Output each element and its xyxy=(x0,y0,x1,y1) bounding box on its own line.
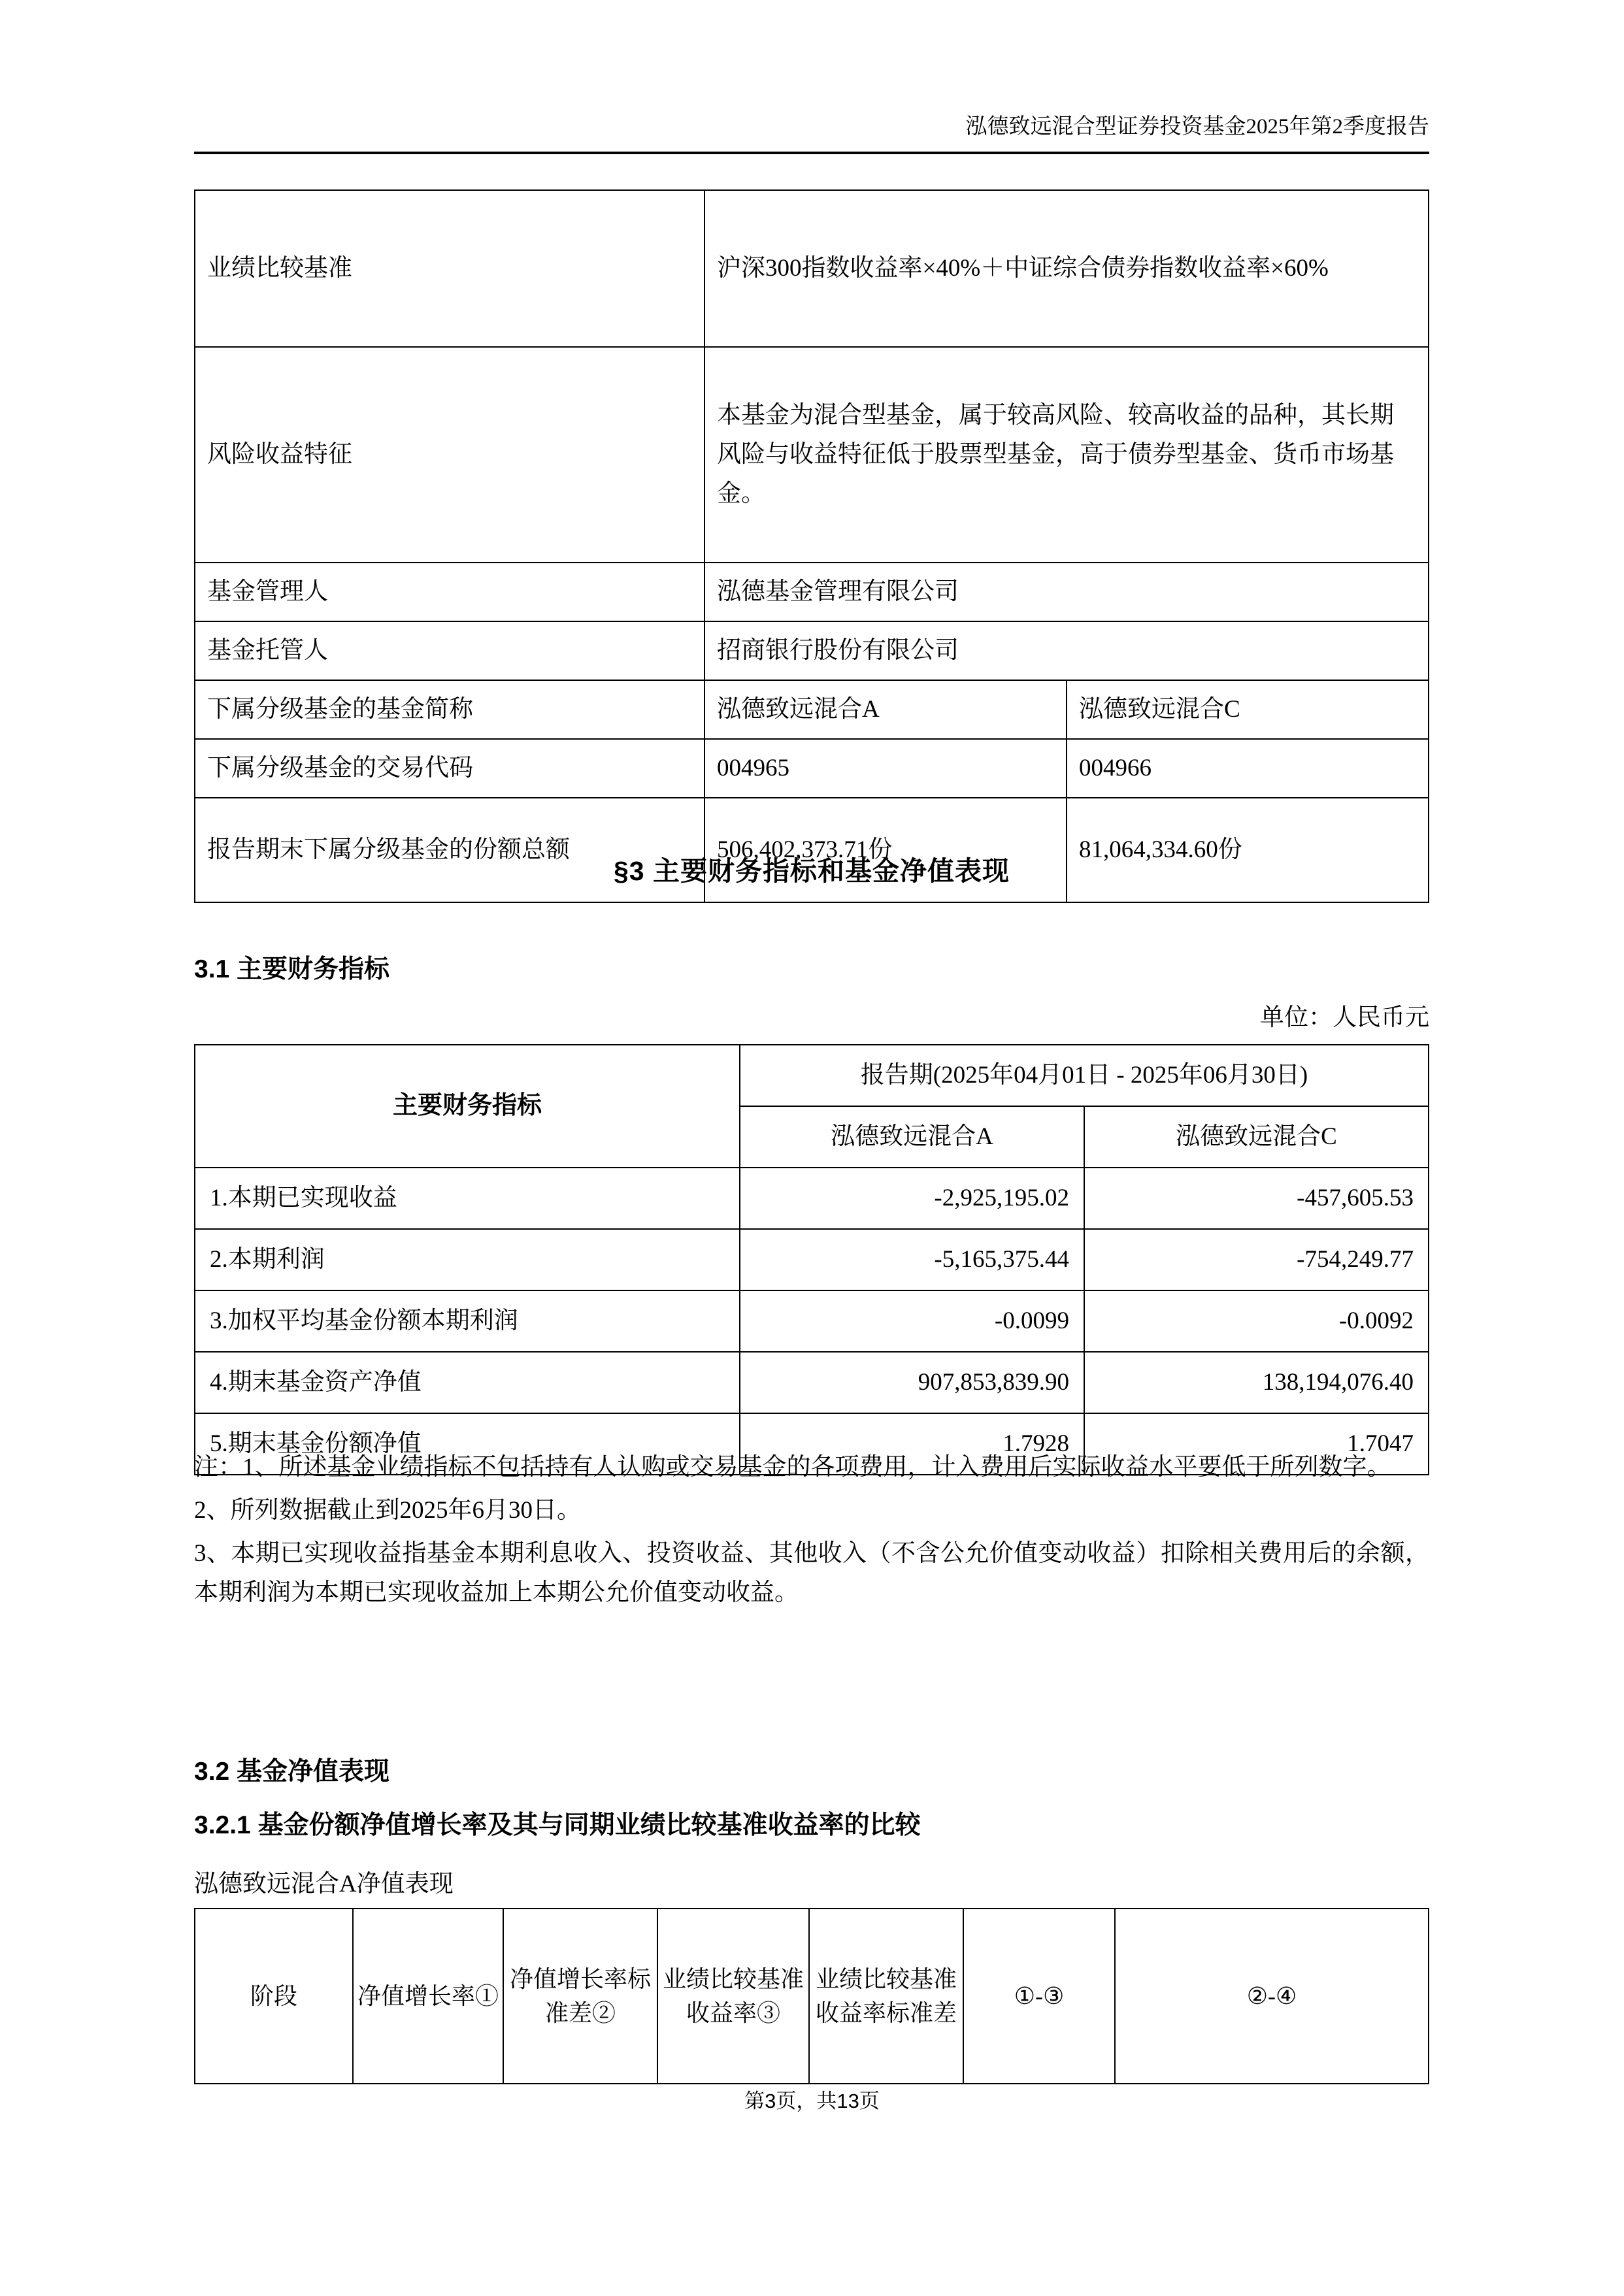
info-label: 风险收益特征 xyxy=(195,347,704,563)
info-value-class-c: 81,064,334.60份 xyxy=(1067,798,1429,902)
info-value: 本基金为混合型基金，属于较高风险、较高收益的品种，其长期风险与收益特征低于股票型基金，高于债券型基金、货币市场基金。 xyxy=(704,347,1429,563)
financial-indicators-table xyxy=(194,1044,1429,1475)
subsection-title-3-2: 3.2 基金净值表现 xyxy=(194,1758,390,1786)
subsection-title-3-1: 3.1 主要财务指标 xyxy=(194,955,390,983)
table-row xyxy=(195,1290,1429,1352)
perf-header-benchmark-stddev: 业绩比较基准收益率标准差 xyxy=(809,1909,963,2084)
financial-notes xyxy=(194,1448,1429,1616)
info-value-class-a: 506,402,373.71份 xyxy=(704,798,1067,902)
table-row xyxy=(195,190,1429,347)
info-value: 泓德基金管理有限公司 xyxy=(704,563,1429,621)
currency-unit-note: 单位：人民币元 xyxy=(1260,1004,1429,1031)
info-label: 基金托管人 xyxy=(195,621,704,680)
table-row xyxy=(195,1168,1429,1229)
table-row xyxy=(195,739,1429,798)
page-footer: 第3页，共13页 xyxy=(744,2090,880,2112)
fin-value-a: -0.0099 xyxy=(740,1290,1084,1352)
fin-value-c: 138,194,076.40 xyxy=(1084,1352,1429,1413)
fin-corner-header: 主要财务指标 xyxy=(195,1045,740,1168)
table-row xyxy=(195,1352,1429,1413)
info-value-class-c: 004966 xyxy=(1067,739,1429,798)
info-value-class-a: 泓德致远混合A xyxy=(704,680,1067,739)
fin-column-header-a: 泓德致远混合A xyxy=(740,1106,1084,1168)
section-title-3: §3 主要财务指标和基金净值表现 xyxy=(614,856,1010,886)
header-rule xyxy=(194,152,1429,154)
info-label: 报告期末下属分级基金的份额总额 xyxy=(195,798,704,902)
note-3: 3、本期已实现收益指基金本期利息收入、投资收益、其他收入（不含公允价值变动收益）扣除相关费用后的余额，本期利润为本期已实现收益加上本期公允价值变动收益。 xyxy=(194,1539,1429,1606)
info-label: 下属分级基金的基金简称 xyxy=(195,680,704,739)
info-label: 业绩比较基准 xyxy=(195,190,704,347)
subsection-title-3-2-1: 3.2.1 基金份额净值增长率及其与同期业绩比较基准收益率的比较 xyxy=(194,1811,921,1839)
info-value: 招商银行股份有限公司 xyxy=(704,621,1429,680)
info-label: 下属分级基金的交易代码 xyxy=(195,739,704,798)
table-row xyxy=(195,680,1429,739)
fin-row-label: 1.本期已实现收益 xyxy=(195,1168,740,1229)
fin-row-label: 2.本期利润 xyxy=(195,1229,740,1290)
perf-header-stage: 阶段 xyxy=(195,1909,353,2084)
perf-header-benchmark: 业绩比较基准收益率③ xyxy=(657,1909,809,2084)
table-row xyxy=(195,563,1429,621)
fin-value-c: -754,249.77 xyxy=(1084,1229,1429,1290)
note-1: 注：1、所述基金业绩指标不包括持有人认购或交易基金的各项费用，计入费用后实际收益水平要低于所列数字。 xyxy=(194,1454,1391,1481)
performance-table xyxy=(194,1908,1429,2084)
perf-header-nav-growth: 净值增长率① xyxy=(353,1909,503,2084)
fund-info-table xyxy=(194,189,1429,903)
perf-header-diff-1-3: ①-③ xyxy=(963,1909,1115,2084)
perf-header-nav-stddev: 净值增长率标准差② xyxy=(503,1909,657,2084)
info-label: 基金管理人 xyxy=(195,563,704,621)
fin-value-a: 907,853,839.90 xyxy=(740,1352,1084,1413)
fin-period-header: 报告期(2025年04月01日 - 2025年06月30日) xyxy=(740,1045,1429,1106)
running-header: 泓德致远混合型证券投资基金2025年第2季度报告 xyxy=(965,115,1429,139)
note-2: 2、所列数据截止到2025年6月30日。 xyxy=(194,1496,581,1524)
table-header-row xyxy=(195,1045,1429,1106)
fin-column-header-c: 泓德致远混合C xyxy=(1084,1106,1429,1168)
info-value: 沪深300指数收益率×40%＋中证综合债券指数收益率×60% xyxy=(704,190,1429,347)
fin-row-label: 3.加权平均基金份额本期利润 xyxy=(195,1290,740,1352)
fin-row-label: 5.期末基金份额净值 xyxy=(195,1413,740,1475)
fin-row-label: 4.期末基金资产净值 xyxy=(195,1352,740,1413)
fin-value-a: 1.7928 xyxy=(740,1413,1084,1475)
table-header-row xyxy=(195,1909,1429,2084)
fin-value-c: 1.7047 xyxy=(1084,1413,1429,1475)
fin-value-a: -5,165,375.44 xyxy=(740,1229,1084,1290)
table-row xyxy=(195,347,1429,563)
performance-table-caption: 泓德致远混合A净值表现 xyxy=(194,1871,454,1897)
info-value-class-a: 004965 xyxy=(704,739,1067,798)
table-row xyxy=(195,1229,1429,1290)
perf-header-diff-2-4: ②-④ xyxy=(1115,1909,1429,2084)
info-value-class-c: 泓德致远混合C xyxy=(1067,680,1429,739)
fin-value-c: -0.0092 xyxy=(1084,1290,1429,1352)
table-row xyxy=(195,621,1429,680)
fin-value-a: -2,925,195.02 xyxy=(740,1168,1084,1229)
fin-value-c: -457,605.53 xyxy=(1084,1168,1429,1229)
